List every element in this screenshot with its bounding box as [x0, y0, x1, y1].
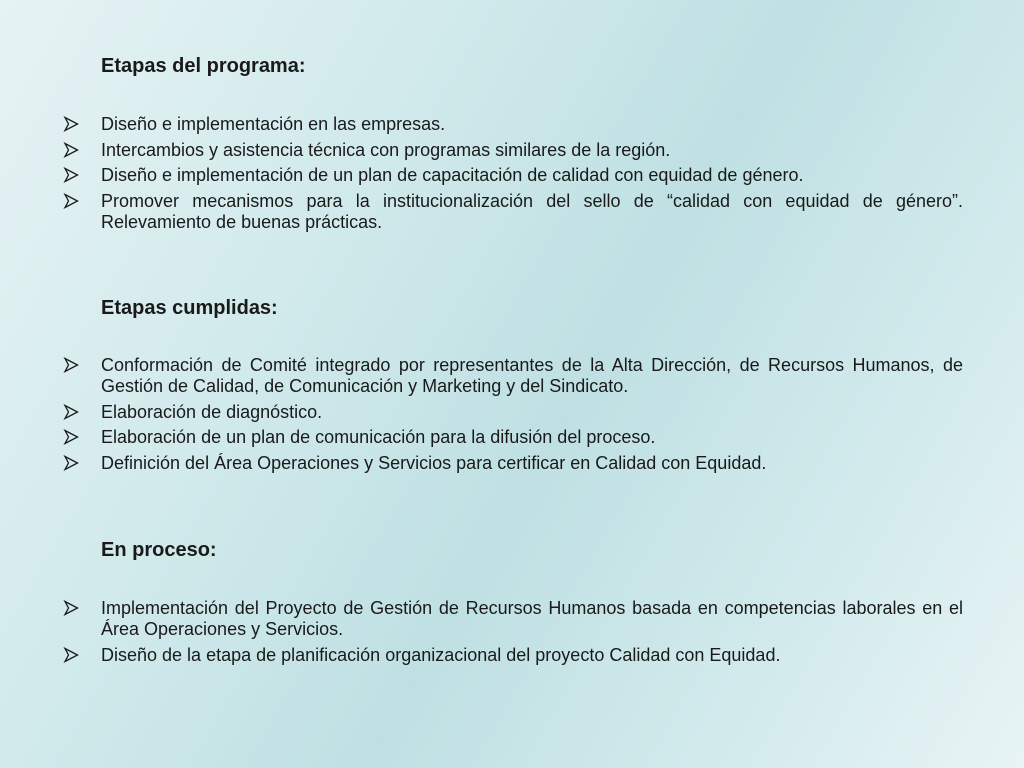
arrowhead-bullet-icon [63, 600, 79, 616]
list-item-text: Elaboración de diagnóstico. [101, 401, 323, 422]
arrowhead-bullet-icon [63, 404, 79, 420]
list-item [0, 427, 1024, 448]
section-heading-en-proceso: En proceso: [101, 539, 217, 561]
section-heading-etapas-cumplidas: Etapas cumplidas: [101, 297, 278, 319]
list-item-text: Diseño e implementación en las empresas. [101, 114, 446, 134]
list-item [0, 598, 1024, 640]
list-item [0, 402, 1024, 423]
arrowhead-bullet-icon [63, 647, 79, 663]
arrowhead-bullet-icon [63, 357, 79, 373]
list-item [0, 165, 1024, 186]
list-item [0, 453, 1024, 474]
list-item-text: Definición del Área Operaciones y Servicios para certificar en Calidad con Equidad. [101, 452, 767, 473]
list-item-text: Diseño de la etapa de planificación organizacional del proyecto Calidad con Equidad. [101, 644, 781, 665]
section-heading-etapas-programa: Etapas del programa: [101, 55, 306, 77]
list-item-text: Intercambios y asistencia técnica con programas similares de la región. [101, 139, 671, 160]
list-item-text: Diseño e implementación de un plan de capacitación de calidad con equidad de género. [101, 165, 804, 185]
list-item-text: Elaboración de un plan de comunicación para la difusión del proceso. [101, 427, 656, 447]
list-item-text: Promover mecanismos para la institucionalización del sello de “calidad con equidad de género”. Relevamiento de buenas prácticas. [101, 190, 963, 232]
arrowhead-bullet-icon [63, 167, 79, 183]
bullet-list-etapas-cumplidas [0, 355, 1024, 478]
list-item-text: Implementación del Proyecto de Gestión de Recursos Humanos basada en competencias laborales en el Área Operaciones y Servicios. [101, 598, 963, 639]
arrowhead-bullet-icon [63, 193, 79, 209]
arrowhead-bullet-icon [63, 429, 79, 445]
bullet-list-en-proceso [0, 598, 1024, 670]
bullet-list-etapas-programa [0, 114, 1024, 237]
list-item [0, 645, 1024, 666]
list-item [0, 140, 1024, 161]
list-item [0, 355, 1024, 397]
arrowhead-bullet-icon [63, 455, 79, 471]
list-item [0, 114, 1024, 135]
list-item-text: Conformación de Comité integrado por representantes de la Alta Dirección, de Recursos Humanos, de Gestión de Calidad, de Comunicación y Marketing y del Sindicato. [101, 355, 963, 396]
arrowhead-bullet-icon [63, 142, 79, 158]
list-item [0, 191, 1024, 233]
arrowhead-bullet-icon [63, 116, 79, 132]
